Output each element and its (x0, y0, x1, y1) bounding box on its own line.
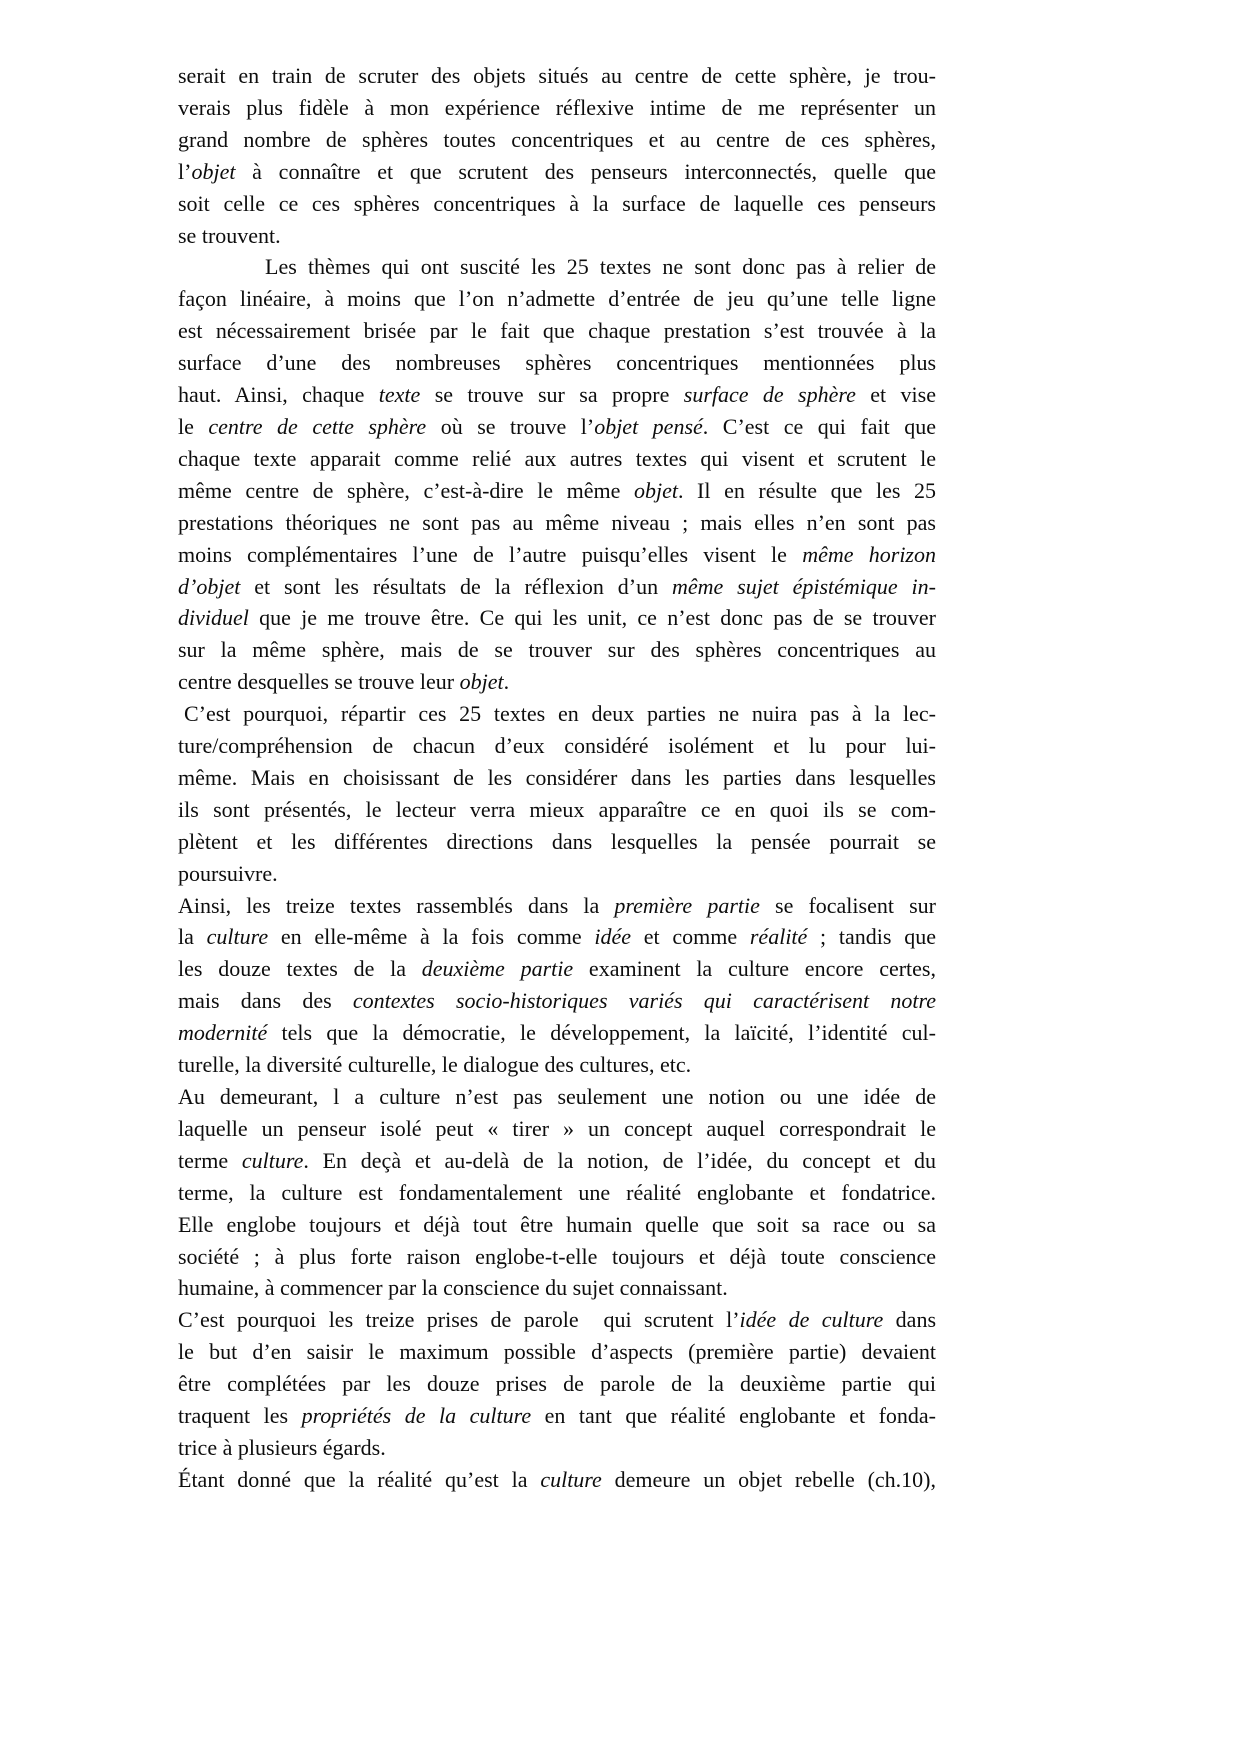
italic-text-segment: objet (191, 158, 236, 184)
text-segment: façon linéaire, à moins que l’on n’admette d’entrée de jeu qu’une telle ligne (178, 286, 936, 312)
text-segment: à connaître et que scrutent des penseurs interconnectés, quelle que (235, 158, 936, 184)
text-line (178, 1049, 936, 1081)
paragraph-themes-25-textes (178, 251, 936, 698)
text-segment: C’est pourquoi, répartir ces 25 textes en deux parties ne nuira pas à la lec- (184, 701, 936, 727)
text-line (178, 1432, 936, 1464)
text-segment: se trouvent. (178, 222, 281, 248)
text-segment: traquent les (178, 1403, 302, 1429)
text-segment: en tant que réalité englobante et fonda- (531, 1403, 936, 1429)
text-segment: serait en train de scruter des objets situés au centre de cette sphère, je trou- (178, 63, 936, 88)
text-line (178, 858, 936, 890)
text-line (178, 985, 936, 1017)
text-line (178, 921, 936, 953)
text-line (178, 1336, 936, 1368)
text-segment: et comme (631, 924, 750, 950)
italic-text-segment: propriétés de la culture (301, 1403, 532, 1429)
text-line (178, 1113, 936, 1145)
text-segment: ils sont présentés, le lecteur verra mieux apparaître ce en quoi ils se com- (178, 796, 936, 822)
text-line (178, 1368, 936, 1400)
text-line (178, 347, 936, 379)
text-segment: Étant donné que la réalité qu’est la (178, 1466, 541, 1492)
text-line (178, 411, 936, 443)
italic-text-segment: objet (633, 477, 678, 503)
text-line (178, 1304, 936, 1336)
text-segment: verais plus fidèle à mon expérience réflexive intime de me représenter un (178, 94, 936, 120)
text-segment: humaine, à commencer par la conscience du sujet connaissant. (178, 1275, 728, 1301)
text-line (178, 698, 936, 730)
text-segment: où se trouve l’ (426, 413, 595, 439)
text-segment: Au demeurant, l a culture n’est pas seulement une notion ou une idée de (178, 1084, 936, 1109)
text-segment: la (178, 924, 207, 950)
text-line (178, 1209, 936, 1241)
text-segment: tels que la démocratie, le développement, la laïcité, l’identité cul- (267, 1020, 936, 1046)
text-line (178, 124, 936, 156)
text-segment: ; tandis que (807, 924, 936, 950)
italic-text-segment: modernité (178, 1020, 268, 1046)
italic-text-segment: surface de sphère (683, 382, 856, 408)
italic-text-segment: d’objet (178, 573, 241, 599)
text-segment: . (503, 669, 510, 695)
paragraph-repartir-deux-parties (178, 698, 936, 889)
text-segment: et vise (855, 382, 936, 408)
text-segment: laquelle un penseur isolé peut « tirer » un concept auquel correspondrait le (178, 1115, 936, 1141)
text-line (178, 283, 936, 315)
text-line (178, 539, 936, 571)
text-segment: . Il en résulte que les 25 (677, 477, 936, 503)
text-line (178, 188, 936, 220)
text-line (178, 315, 936, 347)
text-line (178, 890, 936, 922)
italic-text-segment: même horizon (802, 541, 936, 567)
text-segment: chaque texte apparait comme relié aux autres textes qui visent et scrutent le (178, 445, 936, 471)
text-segment: terme, la culture est fondamentalement une réalité englobante et fondatrice. (178, 1179, 936, 1205)
italic-text-segment: idée de culture (739, 1307, 884, 1333)
text-segment: C’est pourquoi les treize prises de parole qui scrutent l’ (178, 1307, 740, 1333)
text-segment: est nécessairement brisée par le fait que chaque prestation s’est trouvée à la (178, 318, 936, 344)
text-segment: examinent la culture encore certes, (573, 956, 936, 982)
text-line (178, 666, 936, 698)
italic-text-segment: dividuel (178, 605, 249, 631)
text-segment: soit celle ce ces sphères concentriques à la surface de laquelle ces penseurs (178, 190, 936, 216)
paragraph-premiere-deuxieme-partie (178, 890, 936, 1081)
text-segment: plètent et les différentes directions dans lesquelles la pensée pourrait se (178, 828, 936, 854)
text-line (178, 475, 936, 507)
text-segment: Ainsi, les treize textes rassemblés dans la (178, 892, 615, 918)
italic-text-segment: réalité (749, 924, 808, 950)
text-segment: même. Mais en choisissant de les considérer dans les parties dans lesquelles (178, 764, 936, 790)
text-line (178, 602, 936, 634)
text-segment: être complétées par les douze prises de parole de la deuxième partie qui (178, 1371, 936, 1397)
text-segment: Les thèmes qui ont suscité les 25 textes ne sont donc pas à relier de (265, 254, 936, 280)
text-segment: haut. Ainsi, chaque (178, 382, 379, 408)
text-line (178, 220, 936, 252)
text-segment: poursuivre. (178, 860, 278, 886)
text-line (178, 1464, 936, 1496)
text-segment: trice à plusieurs égards. (178, 1434, 386, 1460)
text-segment: se trouve sur sa propre (420, 382, 684, 408)
italic-text-segment: culture (241, 1147, 304, 1173)
text-segment: turelle, la diversité culturelle, le dialogue des cultures, etc. (178, 1052, 692, 1078)
text-segment: et sont les résultats de la réflexion d’un (240, 573, 672, 599)
text-line (178, 730, 936, 762)
italic-text-segment: même sujet épistémique in- (671, 573, 936, 599)
text-segment: le (178, 413, 209, 439)
text-segment: dans (883, 1307, 937, 1333)
text-segment: . En deçà et au-delà de la notion, de l’idée, du concept et du (303, 1147, 936, 1173)
italic-text-segment: centre de cette sphère (208, 413, 427, 439)
paragraph-treize-prises-de-parole (178, 1304, 936, 1464)
text-segment: terme (178, 1147, 242, 1173)
text-segment: sur la même sphère, mais de se trouver sur des sphères concentriques au (178, 637, 936, 663)
text-segment: le but d’en saisir le maximum possible d’aspects (première partie) devaient (178, 1339, 936, 1365)
italic-text-segment: objet (459, 669, 504, 695)
italic-text-segment: deuxième partie (421, 956, 574, 982)
paragraph-spheres-intro (178, 60, 936, 251)
text-line (178, 1400, 936, 1432)
text-segment: grand nombre de sphères toutes concentriques et au centre de ces sphères, (178, 126, 936, 152)
paragraph-au-demeurant (178, 1081, 936, 1304)
text-segment: moins complémentaires l’une de l’autre puisqu’elles visent le (178, 541, 803, 567)
text-line (178, 92, 936, 124)
text-line (178, 443, 936, 475)
text-segment: Elle englobe toujours et déjà tout être humain quelle que soit sa race ou sa (178, 1211, 936, 1237)
text-line (178, 571, 936, 603)
text-segment: société ; à plus forte raison englobe-t-elle toujours et déjà toute conscience (178, 1243, 936, 1269)
text-line (178, 60, 936, 92)
text-segment: surface d’une des nombreuses sphères concentriques mentionnées plus (178, 350, 936, 376)
text-line (178, 794, 936, 826)
text-segment: les douze textes de la (178, 956, 422, 982)
italic-text-segment: première partie (614, 892, 760, 918)
text-segment: en elle-même à la fois comme (268, 924, 595, 950)
italic-text-segment: texte (378, 382, 421, 408)
text-line (178, 762, 936, 794)
text-line (178, 1177, 936, 1209)
italic-text-segment: objet pensé (594, 413, 703, 439)
text-line (178, 507, 936, 539)
italic-text-segment: contextes socio-historiques variés qui caractérisent notre (352, 988, 936, 1014)
text-line (178, 953, 936, 985)
text-segment: se focalisent sur (759, 892, 936, 918)
text-column (178, 60, 936, 1496)
text-segment: ture/compréhension de chacun d’eux considéré isolément et lu pour lui- (178, 733, 936, 759)
text-line (178, 1145, 936, 1177)
text-line (178, 156, 936, 188)
italic-text-segment: idée (594, 924, 631, 950)
text-line (178, 1081, 936, 1113)
text-line (178, 1272, 936, 1304)
text-segment: même centre de sphère, c’est-à-dire le même (178, 477, 634, 503)
text-segment: mais dans des (178, 988, 353, 1014)
text-line (178, 634, 936, 666)
text-segment: prestations théoriques ne sont pas au même niveau ; mais elles n’en sont pas (178, 509, 936, 535)
text-segment: . C’est ce qui fait que (702, 413, 936, 439)
paragraph-etant-donne (178, 1464, 936, 1496)
text-line (178, 1017, 936, 1049)
text-segment: l’ (178, 158, 192, 184)
text-segment: que je me trouve être. Ce qui les unit, ce n’est donc pas de se trouver (248, 605, 936, 631)
italic-text-segment: culture (206, 924, 269, 950)
text-line (178, 251, 936, 283)
text-line (178, 379, 936, 411)
text-segment: centre desquelles se trouve leur (178, 669, 460, 695)
text-line (178, 1241, 936, 1273)
italic-text-segment: culture (540, 1466, 602, 1492)
text-line (178, 826, 936, 858)
text-segment: demeure un objet rebelle (ch.10), (601, 1466, 936, 1492)
